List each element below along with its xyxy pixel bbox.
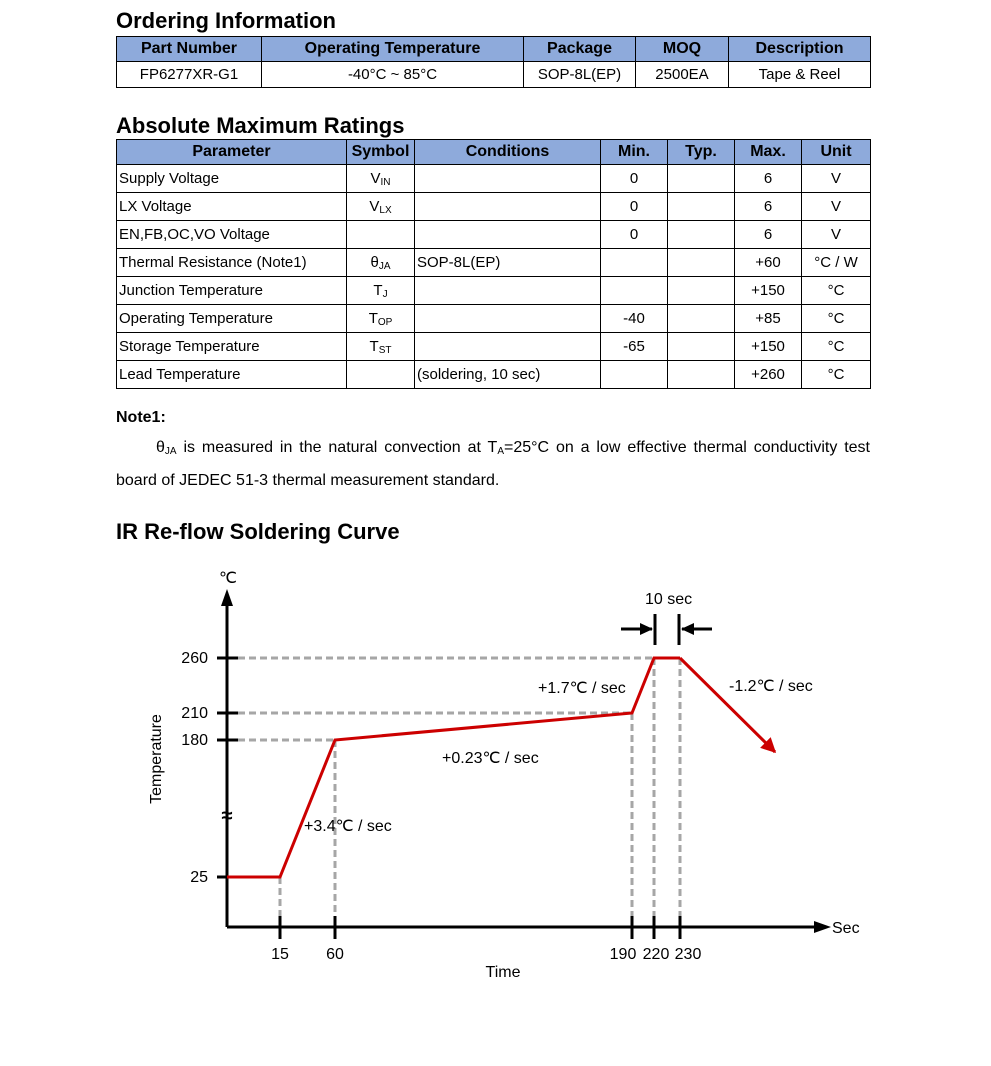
note-symbol-sub: JA: [164, 446, 177, 457]
symbol-subscript: J: [382, 288, 388, 300]
cell-min-text: -65: [623, 338, 645, 355]
amr-title: Absolute Maximum Ratings: [116, 113, 405, 138]
cell-symbol-text: V: [369, 197, 380, 215]
slope-label-ramp: +1.7℃ / sec: [538, 680, 626, 697]
note-text-2: =25°C on a low effective thermal conductivity test board of JEDEC 51-3 thermal measurement standard.: [116, 439, 871, 489]
symbol-subscript: IN: [380, 176, 391, 188]
header-max: Max.: [735, 140, 802, 165]
cell-conditions-text: SOP-8L(EP): [417, 254, 501, 271]
header-moq: MOQ: [636, 37, 729, 62]
symbol-subscript: ST: [378, 344, 392, 356]
x-tick-label: 230: [674, 946, 702, 963]
cell-moq: 2500EA: [636, 62, 729, 88]
cell-max-text: 6: [763, 226, 773, 243]
cell-conditions-text: (soldering, 10 sec): [417, 366, 541, 383]
note-symbol: θ: [156, 439, 165, 456]
cell-max-text: +150: [751, 282, 785, 299]
cooling-arrow: [680, 658, 775, 752]
cell-symbol-text: T: [368, 309, 378, 327]
axis-break-symbol: ≈: [221, 805, 233, 827]
symbol-subscript: JA: [378, 260, 391, 272]
cell-unit-text: V: [830, 226, 841, 243]
header-description: Description: [729, 37, 871, 62]
cell-unit-text: V: [830, 198, 841, 215]
cell-symbol-text: T: [373, 281, 383, 299]
cell-max-text: +150: [751, 338, 785, 355]
cell-symbol-text: T: [369, 337, 379, 355]
cell-unit-text: V: [830, 170, 841, 187]
x-axis-title: Time: [485, 964, 521, 981]
cell-description: Tape & Reel: [729, 62, 871, 88]
header-conditions: Conditions: [415, 140, 601, 165]
window-arrowhead-right: [681, 623, 694, 635]
x-tick-label: 190: [609, 946, 637, 963]
y-tick-label: 25: [190, 869, 208, 886]
x-axis-arrow: [814, 921, 831, 933]
cell-package: SOP-8L(EP): [524, 62, 636, 88]
header-operating-temperature: Operating Temperature: [262, 37, 524, 62]
y-tick-label: 260: [181, 650, 208, 667]
header-parameter: Parameter: [117, 140, 347, 165]
cell-unit-text: °C / W: [814, 254, 858, 271]
note-title: Note1:: [116, 409, 166, 426]
header-min: Min.: [601, 140, 668, 165]
cell-symbol-text: θ: [370, 253, 379, 271]
cell-min-text: 0: [629, 226, 639, 243]
cell-parameter-text: Operating Temperature: [119, 310, 273, 327]
symbol-subscript: OP: [377, 316, 393, 328]
cell-operating-temperature: -40°C ~ 85°C: [262, 62, 524, 88]
cell-min-text: 0: [629, 170, 639, 187]
cell-unit-text: °C: [827, 310, 845, 327]
header-symbol: Symbol: [347, 140, 415, 165]
cell-parameter-text: Supply Voltage: [119, 170, 220, 187]
cell-min-text: -40: [623, 310, 645, 327]
cell-max-text: +85: [755, 310, 781, 327]
slope-label-cooling: -1.2℃ / sec: [729, 678, 813, 695]
cell-parameter-text: EN,FB,OC,VO Voltage: [119, 226, 270, 243]
y-unit-label: ℃: [219, 570, 237, 587]
header-package: Package: [524, 37, 636, 62]
cell-parameter-text: Junction Temperature: [119, 282, 263, 299]
x-unit-label: Sec: [832, 920, 860, 937]
y-axis-arrow: [221, 589, 233, 606]
cell-parameter-text: Storage Temperature: [119, 338, 260, 355]
cell-unit-text: °C: [827, 366, 845, 383]
header-part-number: Part Number: [117, 37, 262, 62]
cell-max-text: 6: [763, 198, 773, 215]
window-label: 10 sec: [645, 591, 693, 608]
cell-max-text: +60: [755, 254, 781, 271]
slope-label-preheat: +3.4℃ / sec: [304, 818, 392, 835]
cell-unit-text: °C: [827, 338, 845, 355]
cell-parameter-text: LX Voltage: [119, 198, 192, 215]
cell-min-text: 0: [629, 198, 639, 215]
cell-unit-text: °C: [827, 282, 845, 299]
y-tick-label: 180: [181, 732, 208, 749]
y-tick-label: 210: [181, 705, 208, 722]
cell-parameter-text: Thermal Resistance (Note1): [119, 254, 307, 271]
window-arrowhead-left: [640, 623, 653, 635]
reflow-title: IR Re-flow Soldering Curve: [116, 519, 400, 544]
x-tick-label: 220: [642, 946, 670, 963]
cell-max-text: +260: [751, 366, 785, 383]
cell-symbol-text: V: [370, 169, 381, 187]
note-text-1: is measured in the natural convection at T: [176, 439, 498, 456]
symbol-subscript: LX: [379, 204, 392, 216]
cell-part-number: FP6277XR-G1: [117, 62, 262, 88]
slope-label-soak: +0.23℃ / sec: [442, 750, 539, 767]
note-ta-sub: A: [497, 446, 504, 457]
x-tick-label: 15: [271, 946, 289, 963]
x-tick-label: 60: [326, 946, 344, 963]
y-axis-title: Temperature: [148, 714, 165, 804]
ordering-title: Ordering Information: [116, 8, 336, 33]
cell-max-text: 6: [763, 170, 773, 187]
header-typ: Typ.: [668, 140, 735, 165]
header-unit: Unit: [802, 140, 871, 165]
cell-parameter-text: Lead Temperature: [119, 366, 241, 383]
